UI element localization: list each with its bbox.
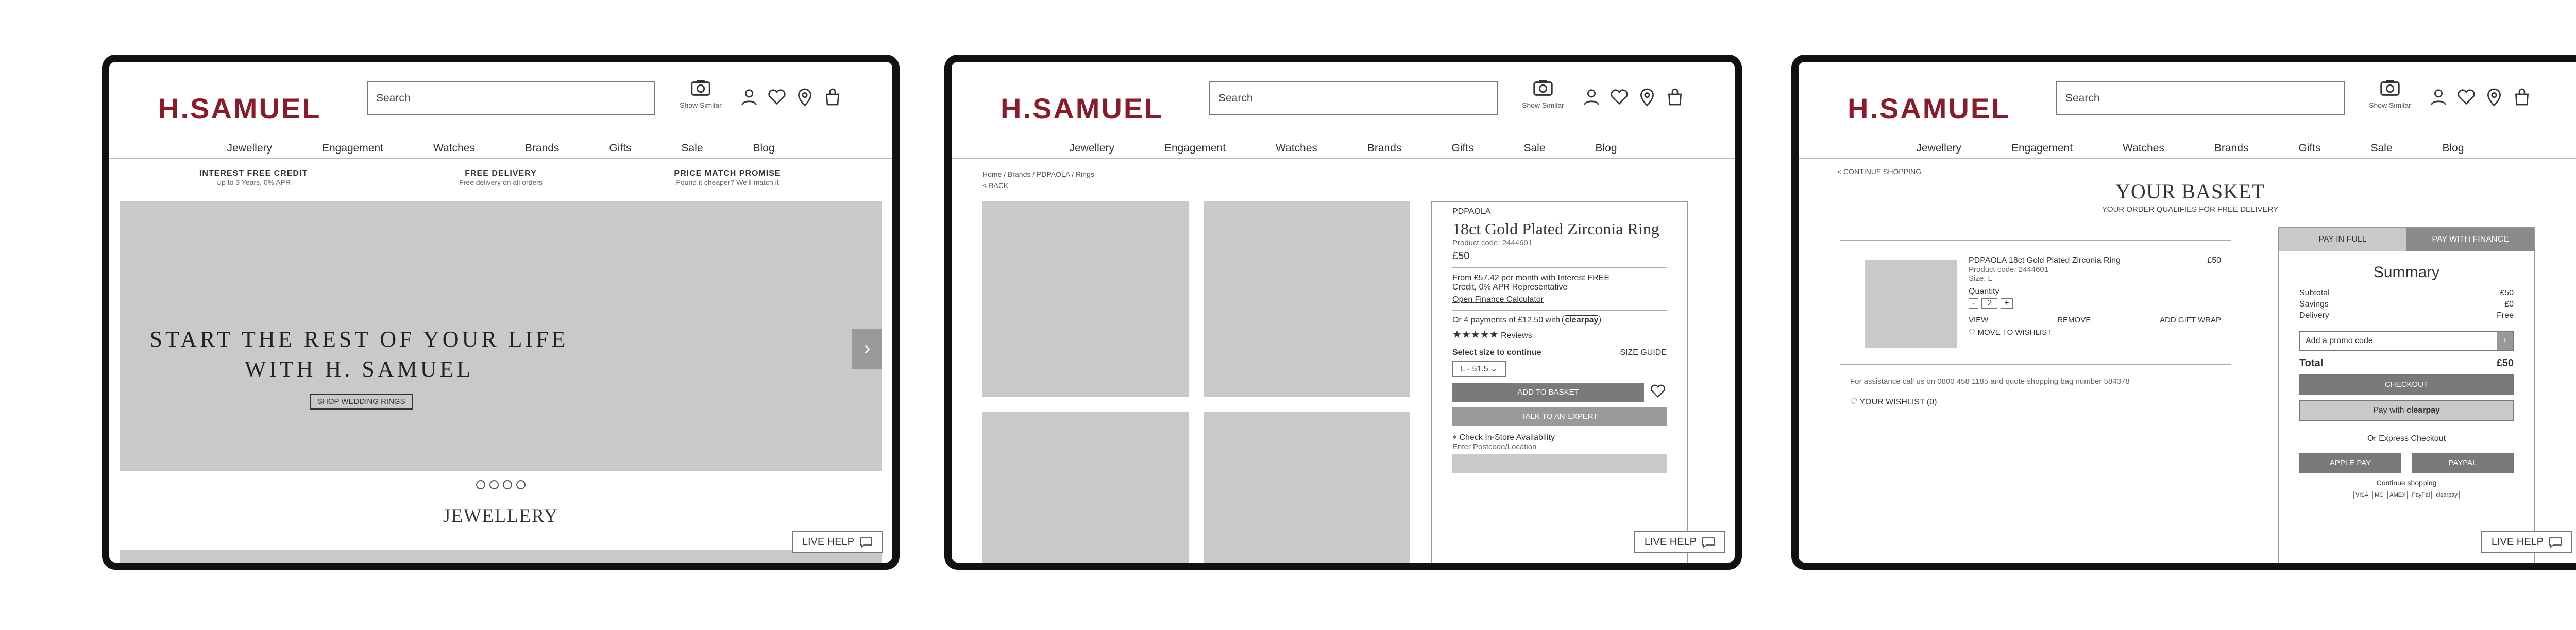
store-availability-sub: Enter Postcode/Location (1452, 442, 1537, 451)
subtotal-row (2299, 288, 2514, 298)
size-select[interactable] (1452, 361, 1506, 377)
product-image[interactable] (982, 201, 1189, 397)
promo-sub: Up to 3 Years, 0% APR (216, 178, 291, 186)
clearpay-info (1452, 316, 1667, 325)
camera-icon (1531, 76, 1555, 100)
item-info (1969, 256, 2221, 337)
express-buttons (2299, 448, 2514, 473)
hero-line-1: START THE REST OF YOUR LIFE (149, 327, 569, 352)
clearpay-text: Pay with (2373, 406, 2404, 415)
item-thumbnail[interactable] (1865, 260, 1957, 348)
product-image[interactable] (1204, 201, 1410, 397)
remove-link[interactable]: REMOVE (2057, 316, 2091, 325)
store-availability-label: Check In-Store Availability (1459, 433, 1555, 442)
size-label: Select size to continue (1452, 348, 1541, 357)
nav-jewellery[interactable]: Jewellery (227, 142, 272, 154)
account-icon[interactable] (739, 87, 759, 107)
screen-home (102, 55, 900, 570)
delivery-row (2299, 311, 2514, 320)
apple-pay-button[interactable]: APPLE PAY (2299, 453, 2401, 473)
header-icons (2428, 87, 2532, 107)
quantity-value[interactable]: 2 (1981, 298, 1997, 309)
product-code: Product code: 2444601 (1452, 239, 1533, 247)
search-input[interactable]: Search (2056, 81, 2345, 115)
account-icon[interactable] (1581, 87, 1602, 107)
subtotal-label: Subtotal (2299, 288, 2330, 297)
content-placeholder (120, 550, 882, 570)
wishlist-heart-icon[interactable] (1649, 382, 1667, 402)
promo-sub: Free delivery on all orders (459, 178, 543, 186)
product-image[interactable] (982, 412, 1189, 570)
show-similar-button[interactable] (679, 76, 723, 109)
logo[interactable]: H.SAMUEL (158, 92, 321, 125)
nav-gifts[interactable]: Gifts (609, 142, 632, 154)
page-title: YOUR BASKET (2115, 180, 2265, 203)
promo-title: INTEREST FREE CREDIT (199, 169, 308, 178)
assistance-text: For assistance call us on 0800 458 1185 and quote shopping bag number 584378 (1850, 377, 2130, 386)
item-size: Size: L (1969, 274, 1992, 283)
chat-icon (2549, 537, 2562, 548)
logo[interactable]: H.SAMUEL (1848, 92, 2011, 125)
account-icon[interactable] (2428, 87, 2449, 107)
carousel-dot[interactable] (476, 480, 485, 489)
nav-sale[interactable]: Sale (2370, 142, 2393, 154)
savings-value: £0 (2504, 300, 2514, 309)
item-name[interactable]: PDPAOLA 18ct Gold Plated Zirconia Ring (1969, 256, 2121, 265)
total-row (2299, 357, 2514, 369)
product-brand[interactable]: PDPAOLA (1452, 207, 1491, 216)
size-value: L - 51.5 (1461, 365, 1488, 373)
carousel-dot[interactable] (516, 480, 526, 489)
logo[interactable]: H.SAMUEL (1001, 92, 1164, 125)
promo-code-placeholder: Add a promo code (2306, 336, 2373, 345)
nav-sale[interactable]: Sale (1523, 142, 1546, 154)
paypal-button[interactable]: PAYPAL (2412, 453, 2514, 473)
tab-pay-in-full[interactable]: PAY IN FULL (2279, 228, 2406, 251)
basket-item (1840, 240, 2231, 365)
hero-title (135, 325, 583, 384)
finance-calculator-link[interactable]: Open Finance Calculator (1452, 295, 1544, 304)
nav-sale[interactable]: Sale (681, 142, 703, 154)
promo-price-match (650, 169, 805, 186)
promo-sub: Found it cheaper? We'll match it (676, 178, 779, 186)
nav-brands[interactable]: Brands (524, 142, 560, 154)
item-actions (1969, 316, 2221, 325)
plus-icon[interactable]: + (2497, 332, 2513, 350)
screen-basket (1791, 55, 2576, 570)
nav-blog[interactable]: Blog (1595, 142, 1617, 154)
subtotal-value: £50 (2500, 288, 2514, 297)
nav-watches[interactable]: Watches (1276, 142, 1317, 154)
show-similar-label: Show Similar (2369, 101, 2411, 109)
hero-banner[interactable] (120, 201, 882, 471)
nav-engagement[interactable]: Engagement (1164, 142, 1226, 154)
shop-wedding-rings-button[interactable]: SHOP WEDDING RINGS (310, 394, 413, 410)
product-price: £50 (1452, 250, 1470, 262)
delivery-label: Delivery (2299, 311, 2329, 320)
finance-text: Credit, 0% APR Representative (1452, 283, 1568, 292)
header-icons (1581, 87, 1685, 107)
show-similar-label: Show Similar (680, 101, 722, 109)
paypal-icon: PayPal (2410, 491, 2432, 499)
promo-delivery (423, 169, 578, 186)
order-summary (2279, 251, 2534, 507)
wishlist-link[interactable] (1850, 397, 1937, 407)
main-nav (952, 139, 1735, 159)
reviews-link[interactable]: Reviews (1501, 331, 1532, 340)
carousel-dot[interactable] (503, 480, 512, 489)
basket-icon[interactable] (1665, 87, 1685, 107)
nav-brands[interactable]: Brands (1367, 142, 1402, 154)
checkout-button[interactable]: CHECKOUT (2299, 374, 2514, 395)
product-image[interactable] (1204, 412, 1410, 570)
star-rating-icon: ★★★★★ (1452, 329, 1499, 340)
chevron-right-icon[interactable]: › (852, 329, 882, 369)
carousel-dots (109, 480, 892, 492)
clearpay-icon: clearpay (2434, 491, 2460, 499)
nav-jewellery[interactable]: Jewellery (1916, 142, 1961, 154)
total-value: £50 (2496, 357, 2514, 369)
show-similar-button[interactable] (2368, 76, 2412, 109)
total-label: Total (2299, 357, 2324, 369)
view-link[interactable]: VIEW (1969, 316, 1989, 325)
continue-shopping-link[interactable]: Continue shopping (2376, 479, 2437, 487)
wishlist-label: YOUR WISHLIST (0) (1859, 398, 1937, 406)
plus-icon[interactable]: + (2001, 298, 2012, 309)
live-help-label: LIVE HELP (2491, 536, 2544, 548)
move-to-wishlist-link[interactable] (1969, 328, 2221, 337)
section-title: JEWELLERY (443, 505, 558, 526)
item-price: £50 (2207, 256, 2221, 265)
nav-gifts[interactable]: Gifts (2298, 142, 2321, 154)
main-nav (109, 139, 892, 159)
size-guide-link[interactable]: SIZE GUIDE (1620, 348, 1667, 357)
live-help-label: LIVE HELP (1644, 536, 1697, 548)
heart-icon: ♡ (1969, 328, 1976, 337)
nav-engagement[interactable]: Engagement (2011, 142, 2073, 154)
amex-icon: AMEX (2387, 491, 2408, 499)
tab-pay-with-finance[interactable]: PAY WITH FINANCE (2406, 228, 2534, 251)
item-header (1969, 256, 2221, 265)
chat-icon (859, 537, 873, 548)
divider (1452, 267, 1667, 268)
store-location-icon[interactable] (1637, 87, 1657, 107)
live-help-button[interactable] (792, 531, 883, 553)
clearpay-text: Or 4 payments of £12.50 with (1452, 316, 1560, 325)
size-row (1452, 348, 1667, 357)
hero-line-2: WITH H. SAMUEL (244, 356, 474, 382)
chat-icon (1702, 537, 1715, 548)
finance-text: From £57.42 per month with Interest FREE (1452, 274, 1610, 282)
store-location-icon[interactable] (794, 87, 815, 107)
main-nav (1799, 139, 2576, 159)
nav-jewellery[interactable]: Jewellery (1069, 142, 1114, 154)
search-input[interactable]: Search (1209, 81, 1498, 115)
savings-row (2299, 300, 2514, 309)
heart-icon: ♡ (1850, 398, 1858, 406)
talk-to-expert-button[interactable]: TALK TO AN EXPERT (1452, 407, 1667, 426)
clearpay-logo: clearpay (1562, 315, 1601, 325)
wishlist-heart-icon[interactable] (767, 87, 787, 107)
clearpay-logo: clearpay (2406, 406, 2440, 415)
wishlist-heart-icon[interactable] (2456, 87, 2477, 107)
wishlist-heart-icon[interactable] (1609, 87, 1630, 107)
quantity-stepper (1969, 298, 2221, 309)
live-help-label: LIVE HELP (802, 536, 854, 548)
divider (1452, 310, 1667, 311)
store-location-icon[interactable] (2484, 87, 2504, 107)
promo-title: PRICE MATCH PROMISE (674, 169, 781, 178)
product-title: 18ct Gold Plated Zirconia Ring (1452, 219, 1659, 238)
nav-watches[interactable]: Watches (2123, 142, 2164, 154)
add-to-basket-button[interactable]: ADD TO BASKET (1452, 383, 1644, 402)
nav-watches[interactable]: Watches (433, 142, 475, 154)
camera-icon (689, 76, 713, 100)
screen-product (944, 55, 1742, 570)
store-availability[interactable] (1452, 433, 1667, 442)
carousel-dot[interactable] (489, 480, 499, 489)
item-code: Product code: 2444601 (1969, 265, 2049, 274)
payment-panel (2278, 227, 2535, 570)
nav-gifts[interactable]: Gifts (1451, 142, 1474, 154)
express-checkout-label: Or Express Checkout (2367, 434, 2446, 443)
promo-title: FREE DELIVERY (465, 169, 537, 178)
rating[interactable] (1452, 328, 1667, 341)
search-input[interactable]: Search (367, 81, 655, 115)
postcode-input[interactable] (1452, 454, 1667, 473)
summary-title: Summary (2373, 264, 2440, 281)
basket-icon[interactable] (822, 87, 843, 107)
live-help-button[interactable] (1634, 531, 1725, 553)
back-link[interactable]: < BACK (982, 181, 1009, 190)
show-similar-label: Show Similar (1522, 101, 1564, 109)
gift-wrap-link[interactable]: ADD GIFT WRAP (2160, 316, 2221, 325)
promo-code-input[interactable] (2299, 331, 2514, 351)
minus-icon[interactable]: - (1969, 298, 1978, 309)
nav-blog[interactable]: Blog (2442, 142, 2464, 154)
breadcrumb[interactable]: Home / Brands / PDPAOLA / Rings (982, 170, 1094, 178)
show-similar-button[interactable] (1521, 76, 1565, 109)
live-help-button[interactable] (2481, 531, 2572, 553)
chevron-down-icon: ⌄ (1490, 365, 1498, 373)
visa-card-icon: VISA (2353, 491, 2370, 499)
basket-icon[interactable] (2512, 87, 2532, 107)
free-delivery-notice: YOUR ORDER QUALIFIES FOR FREE DELIVERY (2102, 205, 2279, 214)
store-location-icon: ⌖ (1452, 433, 1458, 442)
clearpay-button[interactable] (2299, 400, 2514, 421)
product-panel (1431, 201, 1688, 570)
continue-shopping-link[interactable]: < CONTINUE SHOPPING (1837, 167, 1921, 176)
quantity-label: Quantity (1969, 287, 1999, 296)
camera-icon (2378, 76, 2402, 100)
payment-tabs (2279, 228, 2534, 251)
payment-cards (2299, 491, 2514, 499)
basket-row (1452, 382, 1667, 402)
nav-engagement[interactable]: Engagement (321, 142, 384, 154)
savings-label: Savings (2299, 300, 2329, 309)
header-icons (739, 87, 843, 107)
nav-brands[interactable]: Brands (2214, 142, 2249, 154)
mastercard-icon: MC (2372, 491, 2385, 499)
promo-credit (176, 169, 331, 186)
move-to-wishlist-label: MOVE TO WISHLIST (1977, 328, 2052, 337)
delivery-value: Free (2497, 311, 2514, 320)
nav-blog[interactable]: Blog (753, 142, 775, 154)
